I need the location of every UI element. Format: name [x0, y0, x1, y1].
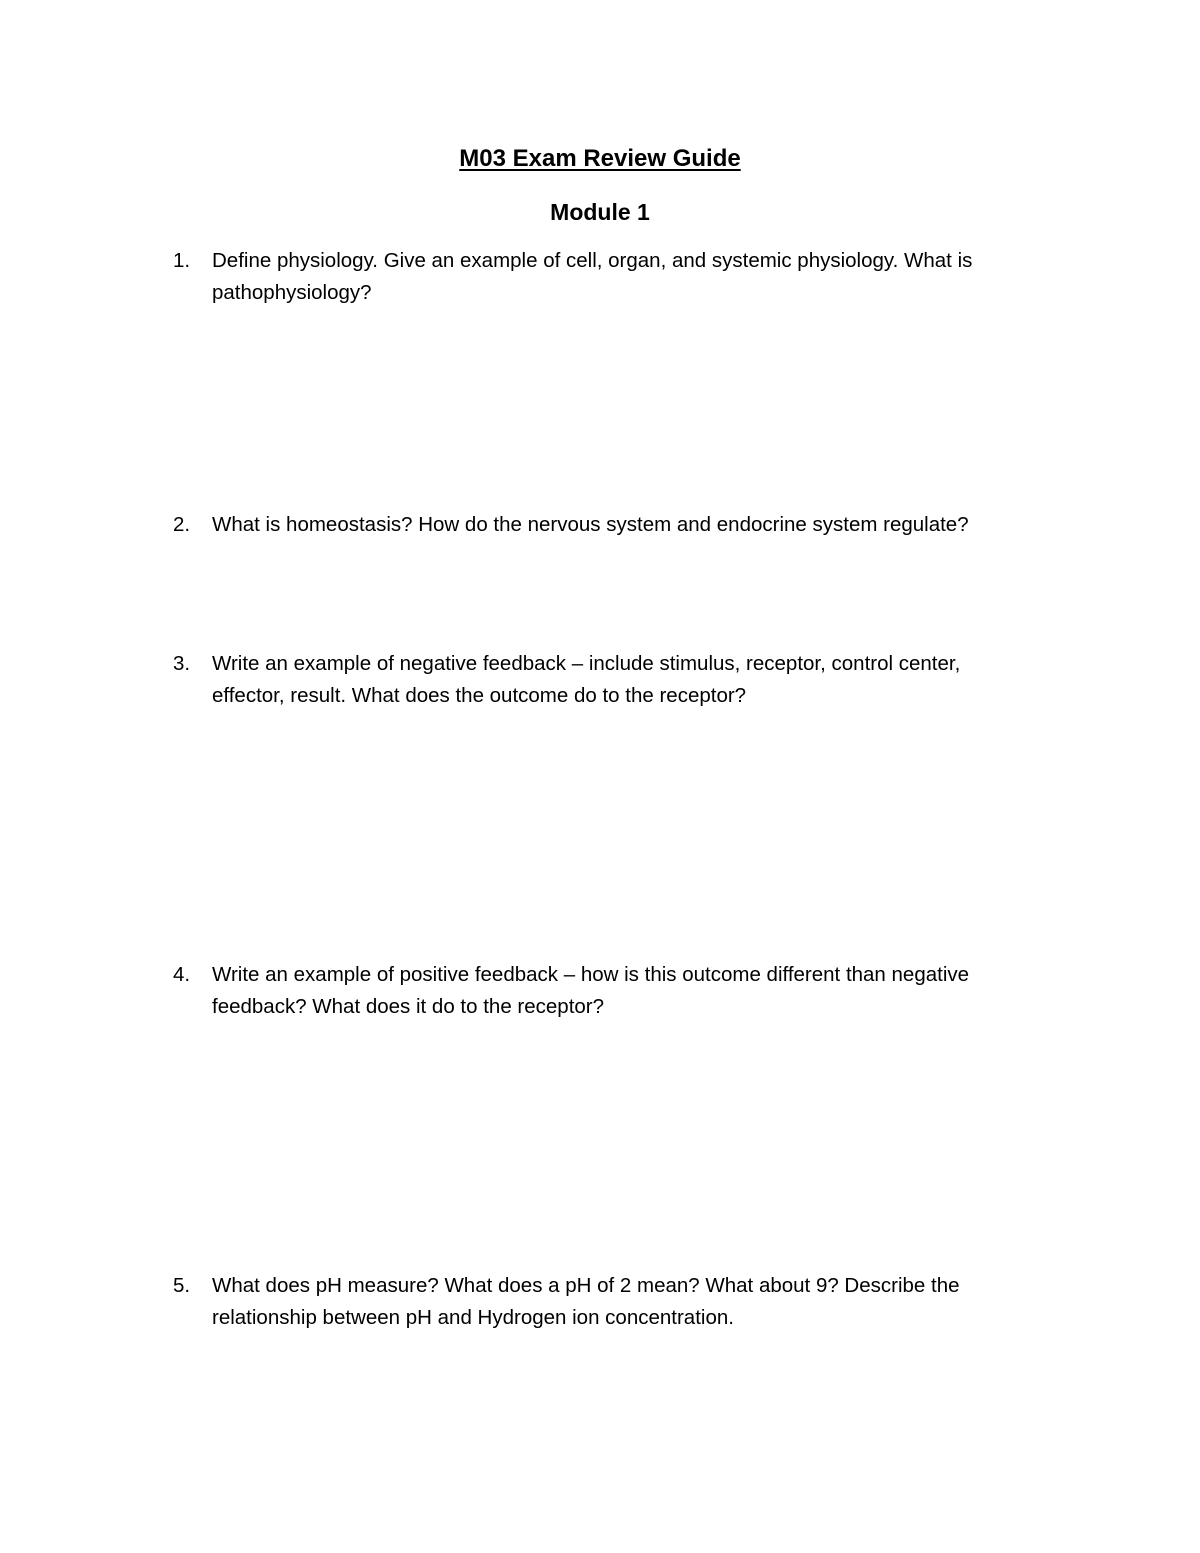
- question-item: [173, 509, 1023, 541]
- question-number: 2.: [173, 513, 191, 536]
- question-item: [173, 1270, 1023, 1334]
- question-number: 1.: [173, 249, 191, 272]
- question-text: What does pH measure? What does a pH of 2 mean? What about 9? Describe the relationship between pH and Hydrogen ion concentration.: [212, 1274, 960, 1329]
- question-number: 4.: [173, 963, 191, 986]
- question-number: 5.: [173, 1274, 191, 1297]
- question-text: Write an example of positive feedback – how is this outcome different than negative feedback? What does it do to the receptor?: [212, 963, 970, 1018]
- question-text: Write an example of negative feedback – include stimulus, receptor, control center, effector, result. What does the outcome do to the receptor?: [212, 652, 961, 707]
- question-number: 3.: [173, 652, 191, 675]
- page-title: M03 Exam Review Guide: [459, 145, 741, 172]
- question-item: [173, 959, 1023, 1023]
- module-heading: Module 1: [550, 199, 650, 225]
- question-text: What is homeostasis? How do the nervous system and endocrine system regulate?: [212, 513, 969, 536]
- question-item: [173, 648, 1023, 712]
- question-item: [173, 245, 1023, 309]
- question-text: Define physiology. Give an example of cell, organ, and systemic physiology. What is pathophysiology?: [212, 249, 973, 304]
